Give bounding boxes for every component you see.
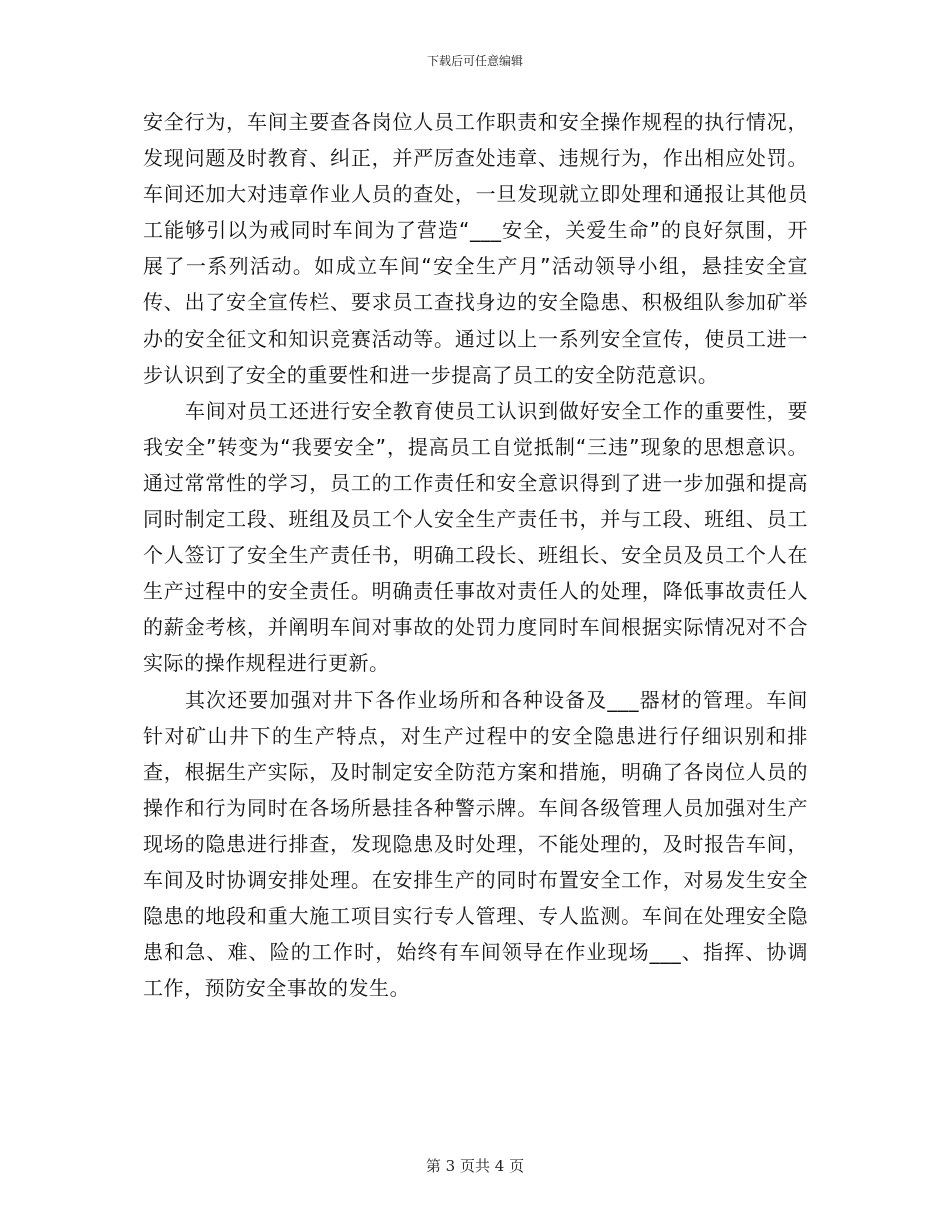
paragraph-3: 其次还要加强对井下各作业场所和各种设备及___器材的管理。车间针对矿山井下的生产特点，对生产过程中的安全隐患进行仔细识别和排查，根据生产实际，及时制定安全防范方案和措施，明确了各岗位人员的操作和行为同时在各场所悬挂各种警示牌。车间各级管理人员加强对生产现场的隐患进行排查，发现隐患及时处理，不能处理的，及时报告车间，车间及时协调安排处理。在安排生产的同时布置安全工作，对易发生安全隐患的地段和重大施工项目实行专人管理、专人监测。车间在处理安全隐患和急、难、险的工作时，始终有车间领导在作业现场___、指挥、协调工作，预防安全事故的发生。 — [143, 687, 808, 1001]
page-number: 第 3 页共 4 页 — [425, 1157, 525, 1175]
page-header: 下载后可任意编辑 — [426, 54, 523, 68]
paragraph-1: 安全行为，车间主要查各岗位人员工作职责和安全操作规程的执行情况，发现问题及时教育、纠正，并严厉查处违章、违规行为，作出相应处罚。车间还加大对违章作业人员的查处，一旦发现就立即处理和通报让其他员工能够引以为戒同时车间为了营造“___安全，关爱生命”的良好氛围，开展了一系列活动。如成立车间“安全生产月”活动领导小组，悬挂安全宣传、出了安全宣传栏、要求员工查找身边的安全隐患、积极组队参加矿举办的安全征文和知识竞赛活动等。通过以上一系列安全宣传，使员工进一步认识到了安全的重要性和进一步提高了员工的安全防范意识。 — [143, 110, 808, 387]
paragraph-2: 车间对员工还进行安全教育使员工认识到做好安全工作的重要性，要我安全”转变为“我要安全”，提高员工自觉抵制“三违”现象的思想意识。通过常常性的学习，员工的工作责任和安全意识得到了进一步加强和提高同时制定工段、班组及员工个人安全生产责任书，并与工段、班组、员工个人签订了安全生产责任书，明确工段长、班组长、安全员及员工个人在生产过程中的安全责任。明确责任事故对责任人的处理，降低事故责任人的薪金考核，并阐明车间对事故的处罚力度同时车间根据实际情况对不合实际的操作规程进行更新。 — [143, 398, 808, 676]
document-body — [143, 104, 808, 1006]
